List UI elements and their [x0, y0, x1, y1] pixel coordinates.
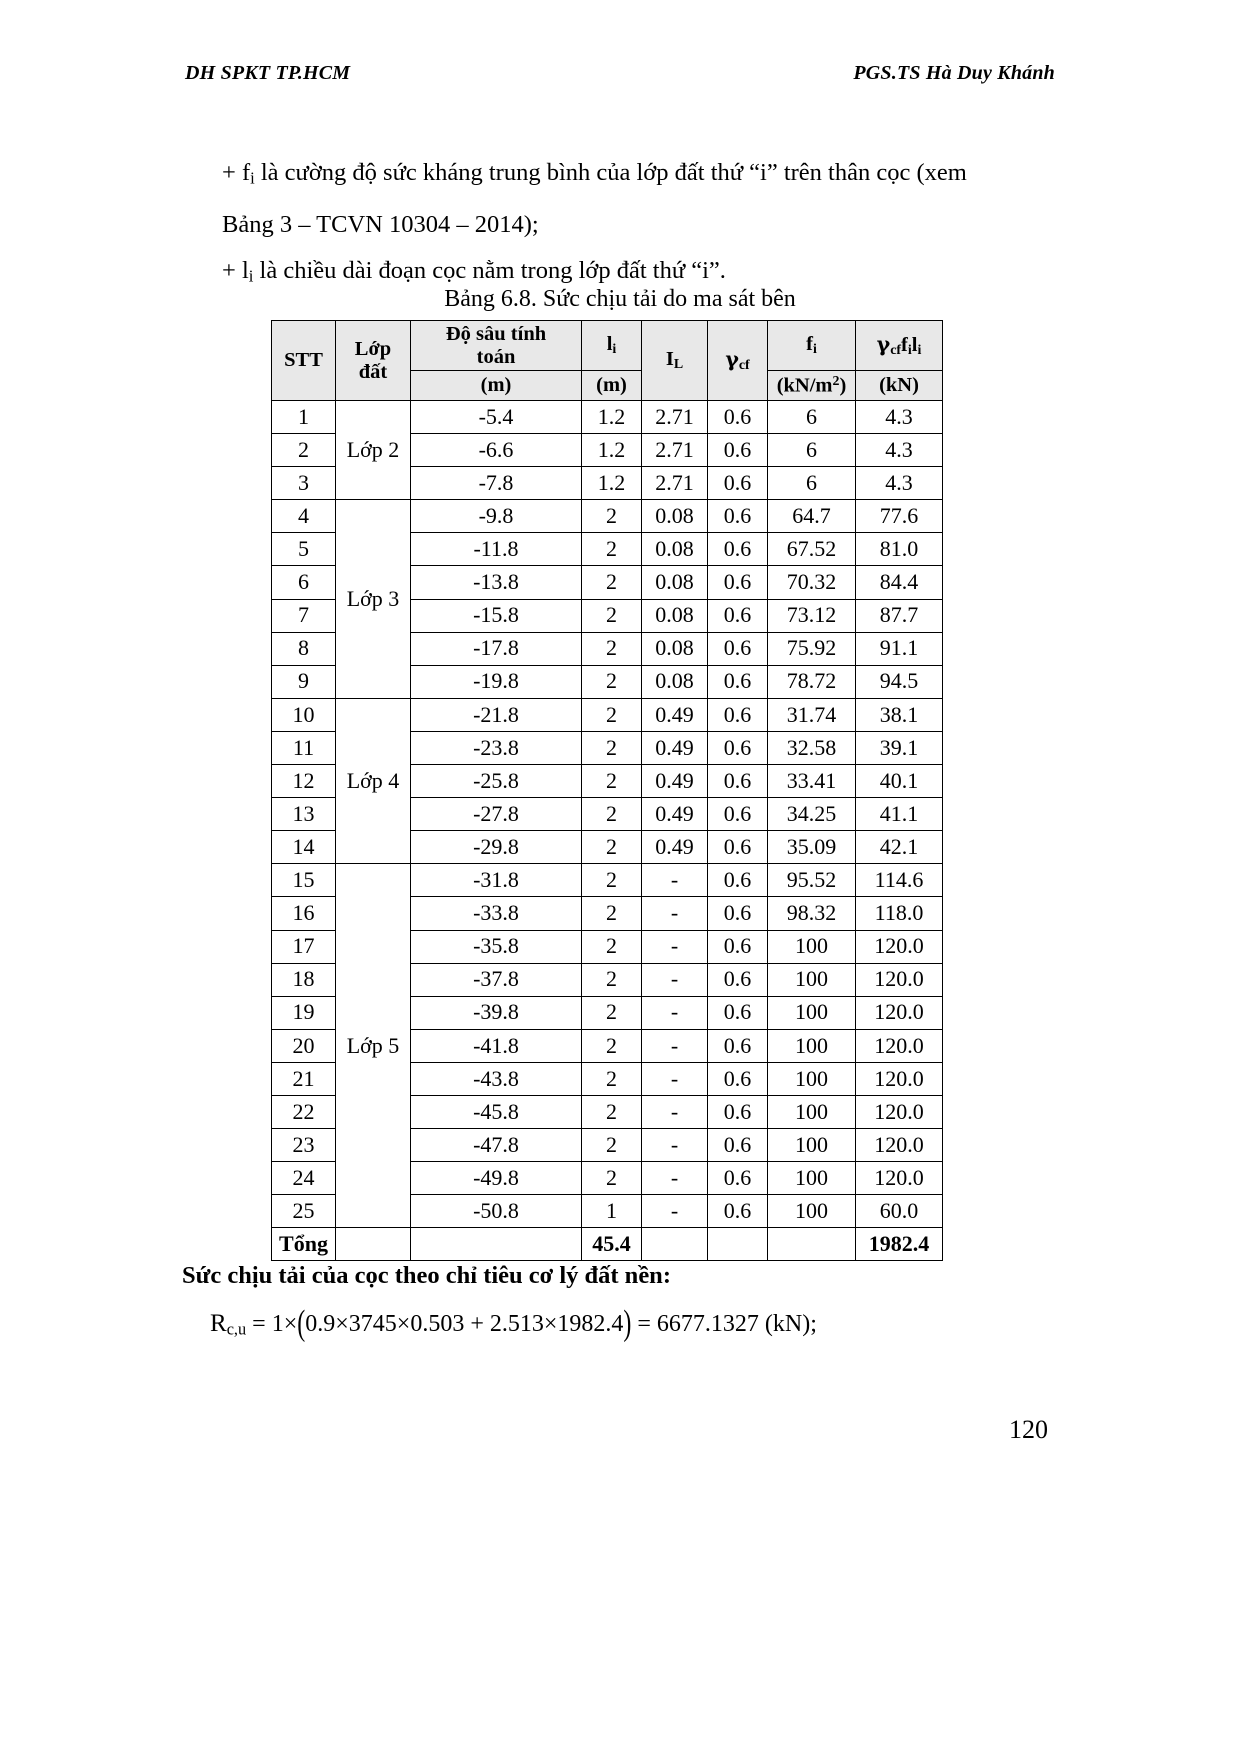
- cell-gamma-cf: 0.6: [708, 765, 768, 798]
- cell-il: 0.49: [642, 831, 708, 864]
- cell-depth: -7.8: [411, 467, 582, 500]
- cell-stt: 25: [272, 1195, 336, 1228]
- cell-il: -: [642, 930, 708, 963]
- cell-fi: 75.92: [768, 632, 856, 665]
- cell-gamma-cf: 0.6: [708, 632, 768, 665]
- cell-result: 120.0: [856, 1129, 943, 1162]
- cell-total-blank-fi: [768, 1228, 856, 1261]
- cell-fi: 34.25: [768, 798, 856, 831]
- cell-li: 2: [582, 698, 642, 731]
- cell-stt: 8: [272, 632, 336, 665]
- table-row: [272, 401, 943, 434]
- cell-fi: 100: [768, 996, 856, 1029]
- table-head: [272, 321, 943, 401]
- cell-il: -: [642, 1195, 708, 1228]
- cell-depth: -21.8: [411, 698, 582, 731]
- col-header-result: [856, 321, 943, 371]
- friction-capacity-table-wrapper: [271, 320, 930, 1261]
- cell-fi: 100: [768, 963, 856, 996]
- col-header-soil-layer-line2: đất: [358, 360, 388, 383]
- paragraph-fi: [222, 150, 1032, 202]
- page-number: 120: [1009, 1415, 1048, 1444]
- cell-stt: 23: [272, 1129, 336, 1162]
- cell-il: -: [642, 1095, 708, 1128]
- cell-il: 2.71: [642, 434, 708, 467]
- formula-close-paren: ): [623, 1304, 632, 1344]
- cell-result: 120.0: [856, 1095, 943, 1128]
- cell-depth: -33.8: [411, 897, 582, 930]
- cell-result: 114.6: [856, 864, 943, 897]
- cell-stt: 2: [272, 434, 336, 467]
- cell-gamma-cf: 0.6: [708, 599, 768, 632]
- cell-fi: 98.32: [768, 897, 856, 930]
- cell-stt: 22: [272, 1095, 336, 1128]
- formula-open-paren: (: [297, 1304, 306, 1344]
- cell-li: 2: [582, 533, 642, 566]
- cell-gamma-cf: 0.6: [708, 401, 768, 434]
- cell-li: 2: [582, 864, 642, 897]
- cell-gamma-cf: 0.6: [708, 533, 768, 566]
- col-unit-li: (m): [582, 371, 642, 401]
- cell-total-blank-gcf: [708, 1228, 768, 1261]
- cell-stt: 9: [272, 665, 336, 698]
- cell-result: 120.0: [856, 1062, 943, 1095]
- cell-fi: 73.12: [768, 599, 856, 632]
- formula-rcu: [210, 1304, 1070, 1344]
- cell-result: 120.0: [856, 1162, 943, 1195]
- cell-depth: -5.4: [411, 401, 582, 434]
- cell-depth: -29.8: [411, 831, 582, 864]
- cell-fi: 6: [768, 467, 856, 500]
- cell-fi: 67.52: [768, 533, 856, 566]
- cell-gamma-cf: 0.6: [708, 566, 768, 599]
- col-header-depth: [411, 321, 582, 371]
- cell-total-blank-depth: [411, 1228, 582, 1261]
- cell-depth: -45.8: [411, 1095, 582, 1128]
- cell-soil-layer: Lớp 2: [336, 401, 411, 500]
- cell-result: 84.4: [856, 566, 943, 599]
- col-unit-result: (kN): [856, 371, 943, 401]
- cell-result: 60.0: [856, 1195, 943, 1228]
- col-unit-fi-a: (kN/m: [776, 374, 833, 397]
- cell-fi: 95.52: [768, 864, 856, 897]
- cell-gamma-cf: 0.6: [708, 798, 768, 831]
- cell-il: 0.08: [642, 566, 708, 599]
- cell-result: 87.7: [856, 599, 943, 632]
- cell-gamma-cf: 0.6: [708, 467, 768, 500]
- cell-result: 120.0: [856, 963, 943, 996]
- cell-fi: 33.41: [768, 765, 856, 798]
- cell-fi: 100: [768, 1162, 856, 1195]
- paragraph-fi-part1: + f: [222, 159, 251, 186]
- cell-li: 2: [582, 930, 642, 963]
- col-header-il-subscript: L: [673, 357, 684, 373]
- friction-capacity-table: [271, 320, 943, 1261]
- cell-result: 41.1: [856, 798, 943, 831]
- table-row: [272, 698, 943, 731]
- cell-il: -: [642, 1062, 708, 1095]
- cell-il: 0.08: [642, 665, 708, 698]
- cell-li: 2: [582, 1029, 642, 1062]
- cell-il: 2.71: [642, 401, 708, 434]
- cell-il: 0.08: [642, 632, 708, 665]
- cell-fi: 6: [768, 401, 856, 434]
- cell-li: 2: [582, 1095, 642, 1128]
- formula-eq1: = 1×: [246, 1311, 298, 1337]
- cell-depth: -11.8: [411, 533, 582, 566]
- col-header-gamma-symbol: γ: [725, 346, 739, 371]
- cell-fi: 100: [768, 930, 856, 963]
- paragraph-li-part2: là chiều dài đoạn cọc nằm trong lớp đất thứ “i”.: [253, 256, 726, 284]
- cell-li: 2: [582, 1162, 642, 1195]
- cell-li: 1: [582, 1195, 642, 1228]
- col-header-stt: STT: [272, 321, 336, 401]
- cell-li: 2: [582, 798, 642, 831]
- cell-stt: 24: [272, 1162, 336, 1195]
- cell-il: 0.49: [642, 698, 708, 731]
- formula-symbol-subscript: c,u: [226, 1319, 247, 1339]
- cell-fi: 6: [768, 434, 856, 467]
- cell-stt: 17: [272, 930, 336, 963]
- cell-gamma-cf: 0.6: [708, 1029, 768, 1062]
- cell-gamma-cf: 0.6: [708, 963, 768, 996]
- cell-depth: -25.8: [411, 765, 582, 798]
- cell-stt: 14: [272, 831, 336, 864]
- cell-stt: 5: [272, 533, 336, 566]
- col-header-depth-line1: Độ sâu tính: [445, 322, 547, 345]
- col-unit-fi: [768, 371, 856, 401]
- cell-soil-layer: Lớp 3: [336, 500, 411, 699]
- cell-total-label: Tổng: [272, 1228, 336, 1261]
- cell-result: 91.1: [856, 632, 943, 665]
- cell-il: 0.08: [642, 500, 708, 533]
- cell-result: 118.0: [856, 897, 943, 930]
- col-header-gamma-subscript: cf: [738, 357, 750, 373]
- cell-result: 4.3: [856, 401, 943, 434]
- col-unit-depth: (m): [411, 371, 582, 401]
- cell-result: 42.1: [856, 831, 943, 864]
- cell-depth: -49.8: [411, 1162, 582, 1195]
- cell-soil-layer: Lớp 5: [336, 864, 411, 1228]
- col-header-result-sub2: i: [907, 342, 912, 358]
- formula-expression: 0.9×3745×0.503 + 2.513×1982.4: [305, 1311, 624, 1337]
- cell-gamma-cf: 0.6: [708, 1195, 768, 1228]
- cell-stt: 18: [272, 963, 336, 996]
- section-heading-bearing-capacity: Sức chịu tải của cọc theo chỉ tiêu cơ lý đất nền:: [182, 1262, 671, 1289]
- cell-stt: 12: [272, 765, 336, 798]
- table-caption: Bảng 6.8. Sức chịu tải do ma sát bên: [444, 286, 796, 312]
- cell-gamma-cf: 0.6: [708, 897, 768, 930]
- cell-il: -: [642, 1162, 708, 1195]
- cell-result: 77.6: [856, 500, 943, 533]
- col-header-soil-layer-line1: Lớp: [354, 337, 392, 360]
- col-header-li-subscript: i: [612, 342, 617, 358]
- cell-depth: -50.8: [411, 1195, 582, 1228]
- cell-li: 2: [582, 665, 642, 698]
- cell-gamma-cf: 0.6: [708, 1062, 768, 1095]
- cell-il: 0.49: [642, 765, 708, 798]
- cell-il: -: [642, 897, 708, 930]
- cell-depth: -19.8: [411, 665, 582, 698]
- cell-depth: -27.8: [411, 798, 582, 831]
- header-right-text: PGS.TS Hà Duy Khánh: [853, 62, 1055, 84]
- cell-li: 2: [582, 963, 642, 996]
- cell-result: 81.0: [856, 533, 943, 566]
- col-header-li-symbol: l: [606, 333, 613, 356]
- cell-depth: -41.8: [411, 1029, 582, 1062]
- cell-fi: 100: [768, 1129, 856, 1162]
- cell-il: 0.49: [642, 798, 708, 831]
- paragraph-fi-subscript: i: [250, 168, 255, 188]
- cell-depth: -37.8: [411, 963, 582, 996]
- cell-fi: 78.72: [768, 665, 856, 698]
- cell-li: 2: [582, 996, 642, 1029]
- cell-li: 2: [582, 500, 642, 533]
- cell-result: 40.1: [856, 765, 943, 798]
- paragraph-fi-part2: là cường độ sức kháng trung bình của lớp đất thứ “i” trên thân cọc (xem: [254, 159, 967, 186]
- cell-stt: 7: [272, 599, 336, 632]
- cell-depth: -43.8: [411, 1062, 582, 1095]
- cell-depth: -47.8: [411, 1129, 582, 1162]
- formula-symbol: R: [210, 1310, 227, 1337]
- cell-gamma-cf: 0.6: [708, 1162, 768, 1195]
- cell-il: -: [642, 864, 708, 897]
- cell-gamma-cf: 0.6: [708, 434, 768, 467]
- col-header-result-gamma: γ: [876, 331, 891, 356]
- header-left-text: DH SPKT TP.HCM: [185, 62, 351, 84]
- cell-gamma-cf: 0.6: [708, 864, 768, 897]
- cell-result: 94.5: [856, 665, 943, 698]
- cell-il: 0.08: [642, 599, 708, 632]
- cell-li: 2: [582, 632, 642, 665]
- cell-stt: 1: [272, 401, 336, 434]
- table-row: [272, 500, 943, 533]
- cell-result: 38.1: [856, 698, 943, 731]
- cell-fi: 100: [768, 1095, 856, 1128]
- cell-fi: 100: [768, 1029, 856, 1062]
- cell-result: 120.0: [856, 930, 943, 963]
- col-header-result-l: l: [911, 333, 918, 356]
- cell-fi: 35.09: [768, 831, 856, 864]
- cell-gamma-cf: 0.6: [708, 831, 768, 864]
- cell-gamma-cf: 0.6: [708, 698, 768, 731]
- cell-li: 1.2: [582, 401, 642, 434]
- cell-stt: 19: [272, 996, 336, 1029]
- col-header-result-sub1: cf: [890, 342, 902, 358]
- cell-li: 2: [582, 599, 642, 632]
- cell-result: 39.1: [856, 731, 943, 764]
- running-header: [185, 62, 1055, 85]
- cell-depth: -6.6: [411, 434, 582, 467]
- cell-total-result: 1982.4: [856, 1228, 943, 1261]
- cell-depth: -13.8: [411, 566, 582, 599]
- cell-li: 2: [582, 765, 642, 798]
- cell-fi: 64.7: [768, 500, 856, 533]
- cell-stt: 10: [272, 698, 336, 731]
- cell-gamma-cf: 0.6: [708, 665, 768, 698]
- cell-gamma-cf: 0.6: [708, 500, 768, 533]
- cell-depth: -35.8: [411, 930, 582, 963]
- cell-li: 2: [582, 831, 642, 864]
- col-header-il-symbol: I: [665, 348, 674, 371]
- body-text-block: [222, 150, 1032, 299]
- cell-il: -: [642, 963, 708, 996]
- cell-total-blank-layer: [336, 1228, 411, 1261]
- cell-result: 120.0: [856, 996, 943, 1029]
- cell-fi: 100: [768, 1195, 856, 1228]
- cell-soil-layer: Lớp 4: [336, 698, 411, 863]
- col-header-result-sub3: i: [917, 342, 922, 358]
- cell-stt: 15: [272, 864, 336, 897]
- cell-li: 1.2: [582, 467, 642, 500]
- table-body: [272, 401, 943, 1261]
- table-header-row-1: [272, 321, 943, 371]
- cell-gamma-cf: 0.6: [708, 996, 768, 1029]
- cell-il: -: [642, 1129, 708, 1162]
- cell-depth: -15.8: [411, 599, 582, 632]
- col-header-fi-symbol: f: [806, 333, 813, 356]
- cell-stt: 21: [272, 1062, 336, 1095]
- col-unit-fi-sup: 2: [832, 373, 840, 389]
- cell-il: 0.49: [642, 731, 708, 764]
- cell-fi: 70.32: [768, 566, 856, 599]
- cell-gamma-cf: 0.6: [708, 930, 768, 963]
- cell-stt: 6: [272, 566, 336, 599]
- table-total-row: [272, 1228, 943, 1261]
- col-header-result-f: f: [901, 333, 908, 356]
- cell-total-blank-il: [642, 1228, 708, 1261]
- paragraph-li-subscript: i: [248, 266, 254, 286]
- cell-li: 1.2: [582, 434, 642, 467]
- cell-stt: 16: [272, 897, 336, 930]
- cell-il: -: [642, 1029, 708, 1062]
- cell-result: 4.3: [856, 467, 943, 500]
- col-header-fi: [768, 321, 856, 371]
- cell-stt: 11: [272, 731, 336, 764]
- cell-total-li: 45.4: [582, 1228, 642, 1261]
- cell-gamma-cf: 0.6: [708, 731, 768, 764]
- formula-eq2: = 6677.1327 (kN);: [631, 1311, 817, 1337]
- cell-il: 0.08: [642, 533, 708, 566]
- cell-il: 2.71: [642, 467, 708, 500]
- cell-stt: 4: [272, 500, 336, 533]
- cell-li: 2: [582, 897, 642, 930]
- cell-li: 2: [582, 731, 642, 764]
- cell-li: 2: [582, 1062, 642, 1095]
- col-unit-fi-b: ): [839, 374, 847, 397]
- paragraph-li-part1: + l: [222, 256, 249, 284]
- col-header-gamma-cf: [708, 321, 768, 401]
- cell-fi: 32.58: [768, 731, 856, 764]
- cell-li: 2: [582, 566, 642, 599]
- cell-result: 120.0: [856, 1029, 943, 1062]
- cell-depth: -17.8: [411, 632, 582, 665]
- cell-li: 2: [582, 1129, 642, 1162]
- table-row: [272, 864, 943, 897]
- cell-depth: -9.8: [411, 500, 582, 533]
- col-header-fi-subscript: i: [812, 342, 817, 358]
- cell-stt: 20: [272, 1029, 336, 1062]
- cell-stt: 13: [272, 798, 336, 831]
- cell-fi: 31.74: [768, 698, 856, 731]
- cell-gamma-cf: 0.6: [708, 1129, 768, 1162]
- cell-depth: -39.8: [411, 996, 582, 1029]
- col-header-depth-line2: toán: [476, 345, 516, 368]
- cell-fi: 100: [768, 1062, 856, 1095]
- cell-gamma-cf: 0.6: [708, 1095, 768, 1128]
- cell-il: -: [642, 996, 708, 1029]
- cell-stt: 3: [272, 467, 336, 500]
- cell-result: 4.3: [856, 434, 943, 467]
- col-header-soil-layer: [336, 321, 411, 401]
- col-header-li: [582, 321, 642, 371]
- col-header-il: [642, 321, 708, 401]
- paragraph-bang3: Bảng 3 – TCVN 10304 – 2014);: [222, 210, 539, 238]
- cell-depth: -31.8: [411, 864, 582, 897]
- cell-depth: -23.8: [411, 731, 582, 764]
